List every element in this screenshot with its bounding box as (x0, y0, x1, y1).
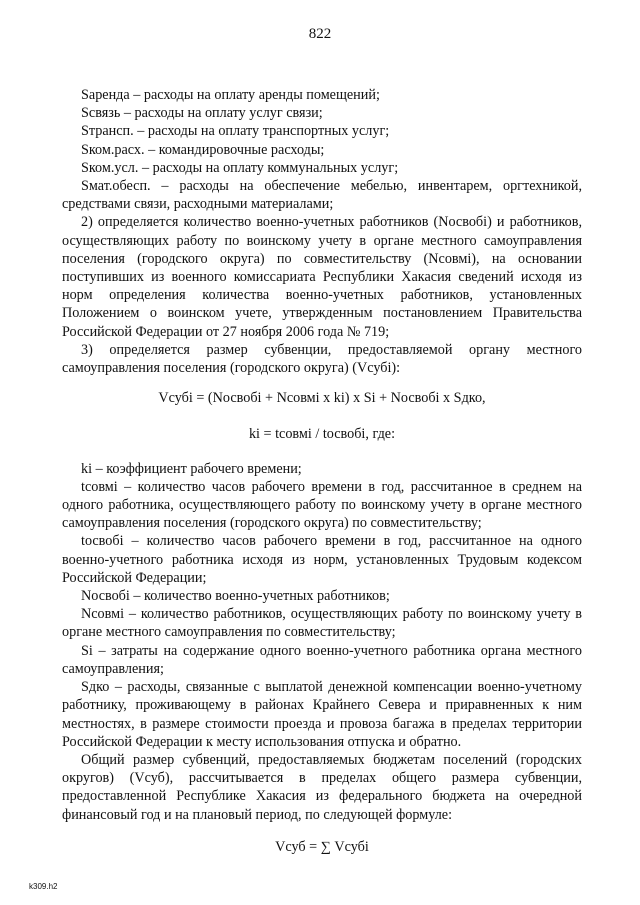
paragraph: Sсвязь – расходы на оплату услуг связи; (81, 105, 323, 122)
paragraph: tсовмi – количество часов рабочего времени в год, рассчитанное в среднем на одного работника, осуществляющего работу по воинскому учету в органе местного самоуправления поселения (городского округа) по совместительству; (62, 478, 582, 532)
paragraph: Sтрансп. – расходы на оплату транспортных услуг; (81, 123, 390, 140)
paragraph: Общий размер субвенций, предоставляемых бюджетам поселений (городских округов) (Vсуб), рассчитывается в пределах общего размера субвенции, предоставленной Республике Хакасия из федерального бюджета на очередной финансовый год и на плановый период, по следующей формуле: (62, 751, 582, 823)
page-number: 822 (308, 26, 332, 42)
footer-code: k309.h2 (29, 882, 58, 891)
paragraph: Sаренда – расходы на оплату аренды помещений; (81, 87, 380, 103)
formula-coefficient: ki = tсовмi / tосвобi, где: (248, 426, 396, 443)
paragraph: Sком.расх. – командировочные расходы; (81, 141, 325, 158)
formula-total: Vсуб = ∑ Vсубi (275, 838, 369, 855)
paragraph: Sком.усл. – расходы на оплату коммунальных услуг; (81, 159, 399, 176)
paragraph: 2) определяется количество военно-учетных работников (Nосвобi) и работников, осуществляющих работу по воинскому учету в органе местного самоуправления поселения (городского округа) по совместительству (Nсовмi), на основании поступивших из военного комиссариата Республики Хакасия сведений исходя из норм определения количества военно-учетных работников, установленных Положением о воинском учете, утвержденным постановлением Правительства Российской Федерации от 27 ноября 2006 года № 719; (62, 214, 582, 340)
paragraph: Sдко – расходы, связанные с выплатой денежной компенсации военно-учетному работнику, проживающему в районах Крайнего Севера и приравненных к ним местностях, в размере стоимости проезда и провоза багажа в пределах территории Российской Федерации к месту использования отпуска и обратно. (62, 679, 582, 750)
paragraph: tосвобi – количество часов рабочего времени в год, рассчитанное на одного военно-учетного работника исходя из норм, установленных Трудовым кодексом Российской Федерации; (62, 533, 582, 586)
paragraph: ki – коэффициент рабочего времени; (81, 460, 302, 477)
paragraph: Nосвобi – количество военно-учетных работников; (81, 588, 390, 605)
formula-subvention: Vсубi = (Nосвобi + Nсовмi x ki) x Si + Nосвобi x Sдко, (158, 390, 486, 407)
paragraph: Sмат.обесп. – расходы на обеспечение мебелью, инвентарем, оргтехникой, средствами связи, расходными материалами; (62, 178, 582, 213)
paragraph: 3) определяется размер субвенции, предоставляемой органу местного самоуправления поселения (городского округа) (Vсубi): (62, 341, 582, 377)
paragraph: Nсовмi – количество работников, осуществляющих работу по воинскому учету в органе местного самоуправления по совместительству; (62, 606, 582, 641)
page-body (62, 86, 582, 856)
paragraph: Si – затраты на содержание одного военно-учетного работника органа местного самоуправления; (62, 642, 582, 677)
